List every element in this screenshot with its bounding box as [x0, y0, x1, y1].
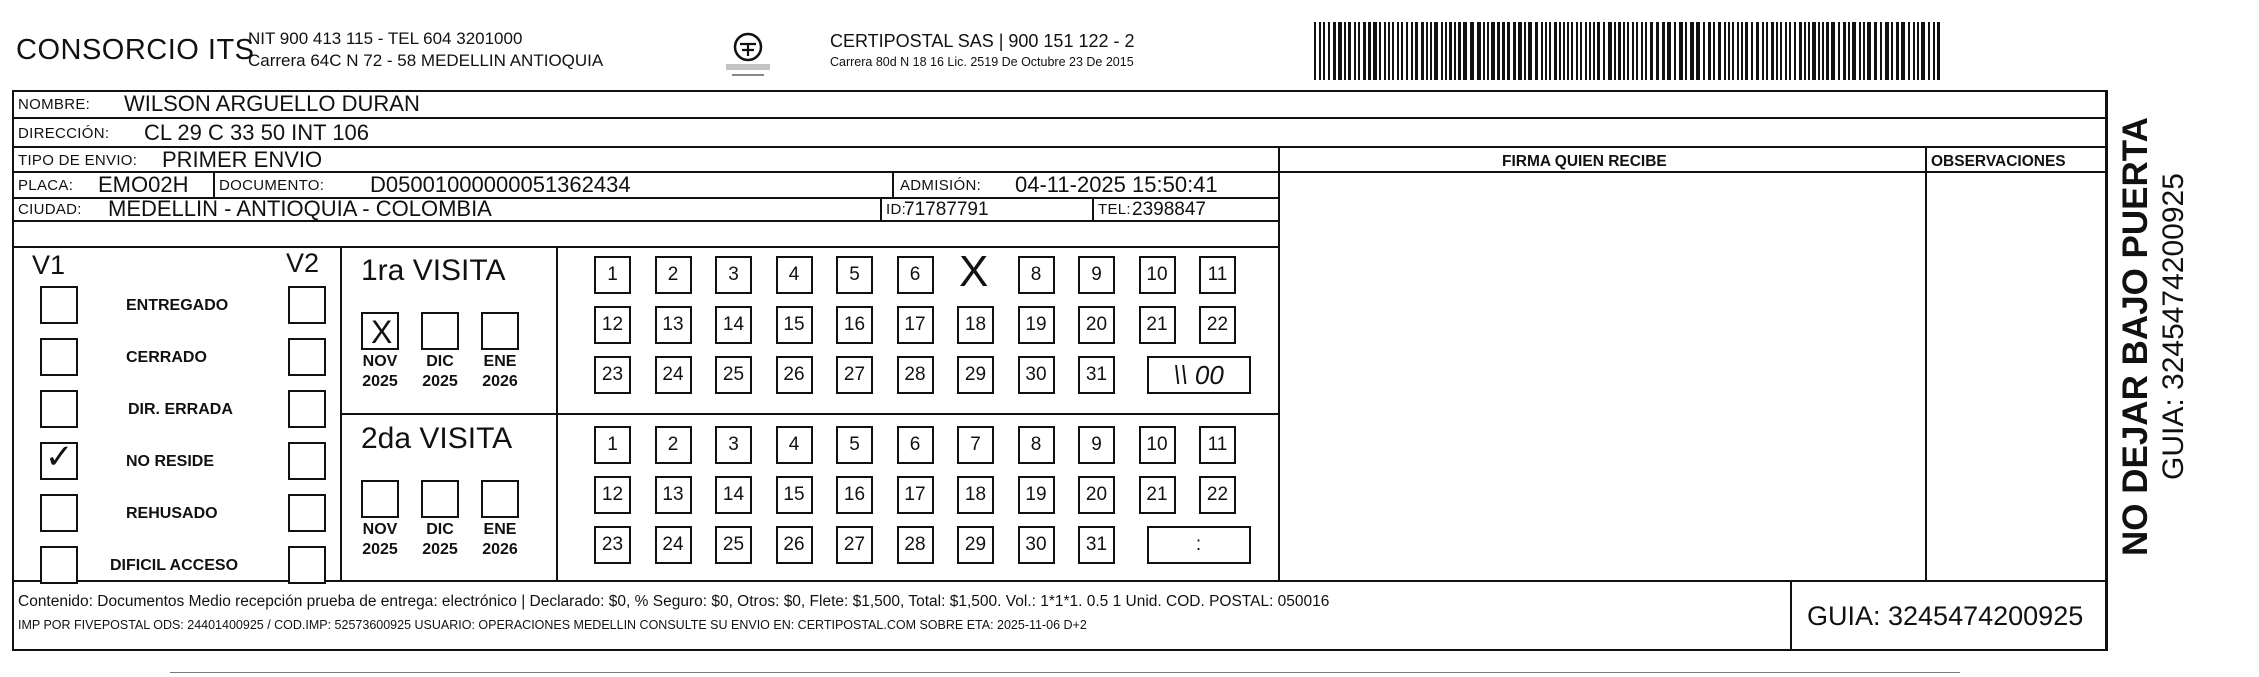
- day-box[interactable]: 8: [1018, 426, 1055, 464]
- v2-header: V2: [286, 248, 320, 278]
- v2-checkbox-0[interactable]: [288, 286, 326, 324]
- admision-value: 04-11-2025 15:50:41: [1015, 172, 1218, 197]
- status-label: REHUSADO: [126, 505, 218, 522]
- nombre-label: NOMBRE:: [18, 96, 91, 113]
- v1-header: V1: [32, 250, 66, 280]
- month-label: [475, 352, 525, 392]
- day-box[interactable]: 5: [836, 256, 873, 294]
- day-box[interactable]: 10: [1139, 426, 1176, 464]
- day-box[interactable]: 12: [594, 476, 631, 514]
- day-box[interactable]: 4: [776, 426, 813, 464]
- v2-checkbox-2[interactable]: [288, 390, 326, 428]
- month-label: [415, 520, 465, 560]
- ciudad-label: CIUDAD:: [18, 201, 82, 218]
- v1-checkbox-2[interactable]: [40, 390, 78, 428]
- day-box[interactable]: 7: [957, 426, 994, 464]
- day-box[interactable]: 20: [1078, 476, 1115, 514]
- recipient-name: WILSON ARGUELLO DURAN: [124, 91, 420, 116]
- status-label: DIFICIL ACCESO: [110, 557, 239, 574]
- day-box[interactable]: 11: [1199, 256, 1236, 294]
- tel-label: TEL:: [1098, 201, 1131, 218]
- content-details: Contenido: Documentos Medio recepción prueba de entrega: electrónico | Declarado: $0, % Seguro: $0, Otros: $0, Flete: $1,500, Total: $1,500. Vol.: 1*1*1. 0.5 1 Unid. COD. POSTAL: 050016: [18, 593, 1330, 610]
- day-box[interactable]: 21: [1139, 306, 1176, 344]
- day-box[interactable]: 6: [897, 426, 934, 464]
- day-box[interactable]: 14: [715, 476, 752, 514]
- v1-checkbox-1[interactable]: [40, 338, 78, 376]
- day-box[interactable]: 26: [776, 526, 813, 564]
- day-box[interactable]: 17: [897, 306, 934, 344]
- month-label: [355, 352, 405, 392]
- month-name: NOV: [362, 353, 398, 370]
- v1-checkbox-0[interactable]: [40, 286, 78, 324]
- day-box[interactable]: 26: [776, 356, 813, 394]
- v1-checkbox-5[interactable]: [40, 546, 78, 584]
- day-box[interactable]: 2: [655, 256, 692, 294]
- month-year: 2025: [422, 541, 458, 558]
- day-box[interactable]: 22: [1199, 476, 1236, 514]
- guia-vertical: GUIA: 3245474200925: [2157, 173, 2190, 480]
- v2-checkbox-4[interactable]: [288, 494, 326, 532]
- print-details: IMP POR FIVEPOSTAL ODS: 24401400925 / COD.IMP: 52573600925 USUARIO: OPERACIONES MEDELLIN CONSULTE SU ENVIO EN: CERTIPOSTAL.COM SOBRE ETA: 2025-11-06 D+2: [18, 618, 1087, 632]
- day-box[interactable]: 25: [715, 526, 752, 564]
- day-box[interactable]: 29: [957, 526, 994, 564]
- placa-value: EMO02H: [98, 172, 189, 197]
- day-box[interactable]: 24: [655, 526, 692, 564]
- recipient-address: CL 29 C 33 50 INT 106: [144, 120, 370, 145]
- firma-header: FIRMA QUIEN RECIBE: [1502, 153, 1667, 170]
- month-checkbox-ene[interactable]: [481, 312, 519, 350]
- documento-value: D05001000000051362434: [370, 172, 631, 197]
- placa-label: PLACA:: [18, 177, 74, 194]
- city-value: MEDELLIN - ANTIOQUIA - COLOMBIA: [108, 196, 492, 221]
- month-checkbox-ene[interactable]: [481, 480, 519, 518]
- month-name: NOV: [362, 521, 398, 538]
- certipostal-logo: [722, 30, 774, 84]
- day-box[interactable]: 16: [836, 306, 873, 344]
- company-name: CONSORCIO ITS: [16, 34, 255, 66]
- day-box[interactable]: 1: [594, 256, 631, 294]
- id-value: 71787791: [904, 199, 989, 220]
- day-box[interactable]: 31: [1078, 356, 1115, 394]
- day-box[interactable]: 9: [1078, 426, 1115, 464]
- day-box[interactable]: 11: [1199, 426, 1236, 464]
- month-name: ENE: [483, 353, 517, 370]
- month-label: [415, 352, 465, 392]
- day-box[interactable]: 5: [836, 426, 873, 464]
- carrier-name-line: CERTIPOSTAL SAS | 900 151 122 - 2: [830, 31, 1135, 51]
- month-year: 2025: [422, 373, 458, 390]
- day-box[interactable]: 25: [715, 356, 752, 394]
- day-box[interactable]: 19: [1018, 476, 1055, 514]
- carrier-address-line: Carrera 80d N 18 16 Lic. 2519 De Octubre 23 De 2015: [830, 55, 1134, 69]
- day-box[interactable]: 4: [776, 256, 813, 294]
- tracking-barcode: [1312, 22, 1947, 80]
- company-address-line: Carrera 64C N 72 - 58 MEDELLIN ANTIOQUIA: [248, 51, 604, 70]
- v1-check-mark: ✓: [45, 438, 74, 476]
- month-name: DIC: [426, 521, 454, 538]
- id-label: ID:: [886, 201, 907, 218]
- company-nit-line: NIT 900 413 115 - TEL 604 3201000: [248, 29, 523, 48]
- day-box[interactable]: 30: [1018, 356, 1055, 394]
- month-year: 2026: [482, 373, 518, 390]
- day-box[interactable]: 10: [1139, 256, 1176, 294]
- admision-label: ADMISIÓN:: [900, 177, 982, 194]
- documento-label: DOCUMENTO:: [219, 177, 325, 194]
- observaciones-header: OBSERVACIONES: [1931, 153, 2066, 170]
- status-label: CERRADO: [126, 349, 207, 366]
- day-box[interactable]: 12: [594, 306, 631, 344]
- day-box[interactable]: 23: [594, 526, 631, 564]
- month-year: 2025: [362, 373, 398, 390]
- tel-value: 2398847: [1132, 199, 1206, 220]
- day-box[interactable]: 15: [776, 306, 813, 344]
- day-box[interactable]: 28: [897, 526, 934, 564]
- status-label: NO RESIDE: [126, 453, 215, 470]
- month-name: DIC: [426, 353, 454, 370]
- day-box[interactable]: 23: [594, 356, 631, 394]
- month-label: [355, 520, 405, 560]
- day-x-mark: X: [959, 247, 989, 296]
- no-dejar-bajo-puerta-warning: NO DEJAR BAJO PUERTA: [2116, 117, 2155, 556]
- day-box[interactable]: 2: [655, 426, 692, 464]
- day-box[interactable]: 19: [1018, 306, 1055, 344]
- day-box[interactable]: 18: [957, 306, 994, 344]
- day-box[interactable]: 27: [836, 526, 873, 564]
- visit-time-box[interactable]: :: [1147, 526, 1251, 564]
- day-box[interactable]: 20: [1078, 306, 1115, 344]
- visit-time-box[interactable]: \\ 00: [1147, 356, 1251, 394]
- first-visit-title: 1ra VISITA: [361, 254, 506, 287]
- day-box[interactable]: 18: [957, 476, 994, 514]
- month-checkbox-dic[interactable]: [421, 480, 459, 518]
- day-box[interactable]: 14: [715, 306, 752, 344]
- day-box[interactable]: 22: [1199, 306, 1236, 344]
- day-box[interactable]: 17: [897, 476, 934, 514]
- day-box[interactable]: 6: [897, 256, 934, 294]
- direccion-label: DIRECCIÓN:: [18, 125, 110, 142]
- status-label: ENTREGADO: [126, 297, 229, 314]
- month-name: ENE: [483, 521, 517, 538]
- day-box[interactable]: [957, 247, 994, 296]
- day-box[interactable]: 29: [957, 356, 994, 394]
- shipment-type: PRIMER ENVIO: [162, 147, 323, 172]
- day-box[interactable]: 8: [1018, 256, 1055, 294]
- day-box[interactable]: 3: [715, 256, 752, 294]
- day-box[interactable]: 15: [776, 476, 813, 514]
- v2-checkbox-1[interactable]: [288, 338, 326, 376]
- month-checkbox-nov[interactable]: [361, 480, 399, 518]
- v2-checkbox-5[interactable]: [288, 546, 326, 584]
- guia-number: GUIA: 3245474200925: [1807, 601, 2084, 631]
- day-box[interactable]: 27: [836, 356, 873, 394]
- day-box[interactable]: 31: [1078, 526, 1115, 564]
- day-box[interactable]: 1: [594, 426, 631, 464]
- month-year: 2026: [482, 541, 518, 558]
- status-label: DIR. ERRADA: [128, 401, 233, 418]
- day-box[interactable]: 9: [1078, 256, 1115, 294]
- day-box[interactable]: 21: [1139, 476, 1176, 514]
- day-box[interactable]: 3: [715, 426, 752, 464]
- day-box[interactable]: 28: [897, 356, 934, 394]
- day-box[interactable]: 30: [1018, 526, 1055, 564]
- v2-checkbox-3[interactable]: [288, 442, 326, 480]
- day-box[interactable]: 16: [836, 476, 873, 514]
- day-box[interactable]: 13: [655, 306, 692, 344]
- second-visit-title: 2da VISITA: [361, 422, 513, 455]
- month-label: [475, 520, 525, 560]
- v1-checkbox-3[interactable]: [40, 438, 78, 480]
- day-box[interactable]: 13: [655, 476, 692, 514]
- month-year: 2025: [362, 541, 398, 558]
- day-box[interactable]: 24: [655, 356, 692, 394]
- bottom-rule: [170, 672, 1960, 673]
- month-checkbox-nov[interactable]: [361, 312, 399, 350]
- month-x-mark: X: [371, 314, 393, 350]
- v1-checkbox-4[interactable]: [40, 494, 78, 532]
- month-checkbox-dic[interactable]: [421, 312, 459, 350]
- tipo-envio-label: TIPO DE ENVIO:: [18, 152, 138, 169]
